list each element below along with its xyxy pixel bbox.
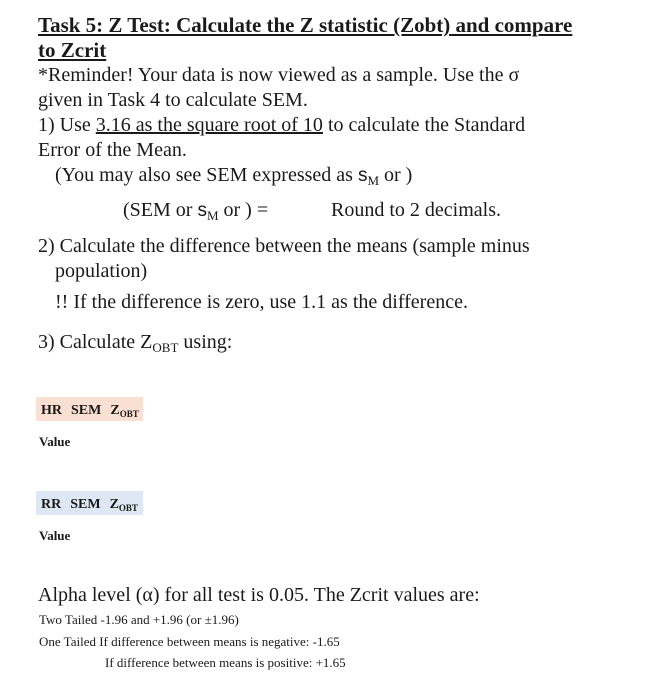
rr-col-zobt: $Z_{OBT}$ bbox=[109, 497, 138, 513]
alpha-heading: Alpha level (α) for all test is 0.05. The Zcrit values are: bbox=[38, 584, 480, 606]
s-symbol: s bbox=[357, 165, 368, 186]
formula-sub-m: M bbox=[206, 208, 219, 223]
task-title-line2: to Zcrit bbox=[38, 38, 107, 62]
hr-value-label: Value bbox=[39, 434, 71, 449]
step3-suffix: using: bbox=[178, 331, 233, 353]
rr-value-label: Value bbox=[39, 528, 71, 543]
step1-sqrt-note: 3.16 as the square root of 10 bbox=[95, 114, 323, 136]
rr-col-sem: SEM bbox=[70, 497, 101, 512]
step2-note: !! If the difference is zero, use 1.1 as the difference. bbox=[55, 291, 468, 313]
formula-prefix: (SEM or bbox=[123, 199, 198, 221]
sub-m: M bbox=[367, 173, 379, 188]
round-note: Round to 2 decimals. bbox=[331, 199, 501, 221]
hr-col-label: HR bbox=[41, 403, 62, 418]
formula-s-symbol: s bbox=[197, 200, 207, 221]
one-tailed-line: One Tailed If difference between means is negative: -1.65 bbox=[39, 634, 340, 649]
step3-line bbox=[38, 331, 232, 354]
also-see-prefix: (You may also see SEM expressed as bbox=[55, 164, 358, 186]
formula-suffix: or ) = bbox=[218, 199, 269, 221]
step1-suffix: to calculate the Standard bbox=[322, 114, 526, 136]
step2-line2: population) bbox=[55, 260, 148, 282]
task-title-line1: Task 5: Z Test: Calculate the Z statistic (Zobt) and compare bbox=[38, 13, 573, 37]
reminder-line1: *Reminder! Your data is now viewed as a sample. Use the σ bbox=[38, 64, 520, 86]
two-tailed-line: Two Tailed -1.96 and +1.96 (or ±1.96) bbox=[39, 612, 239, 627]
hr-col-zobt: $Z_{OBT}$ bbox=[110, 403, 139, 419]
step3-prefix: 3) Calculate Z bbox=[38, 331, 153, 353]
step1-prefix: 1) Use bbox=[38, 114, 96, 136]
step1-also-see bbox=[55, 164, 412, 187]
sem-formula bbox=[123, 199, 268, 222]
step3-sub: OBT bbox=[152, 340, 179, 355]
rr-col-label: RR bbox=[41, 497, 62, 512]
step1-line1 bbox=[38, 114, 525, 137]
step1-line2: Error of the Mean. bbox=[38, 139, 187, 161]
hr-col-sem: SEM bbox=[71, 403, 102, 418]
reminder-line2: given in Task 4 to calculate SEM. bbox=[38, 89, 308, 111]
hr-table-header bbox=[36, 397, 143, 421]
rr-table-header bbox=[36, 491, 143, 515]
one-tailed-positive-line: If difference between means is positive: +1.65 bbox=[105, 655, 346, 670]
also-see-suffix: or ) bbox=[379, 164, 413, 186]
step2-line1: 2) Calculate the difference between the means (sample minus bbox=[38, 235, 530, 257]
